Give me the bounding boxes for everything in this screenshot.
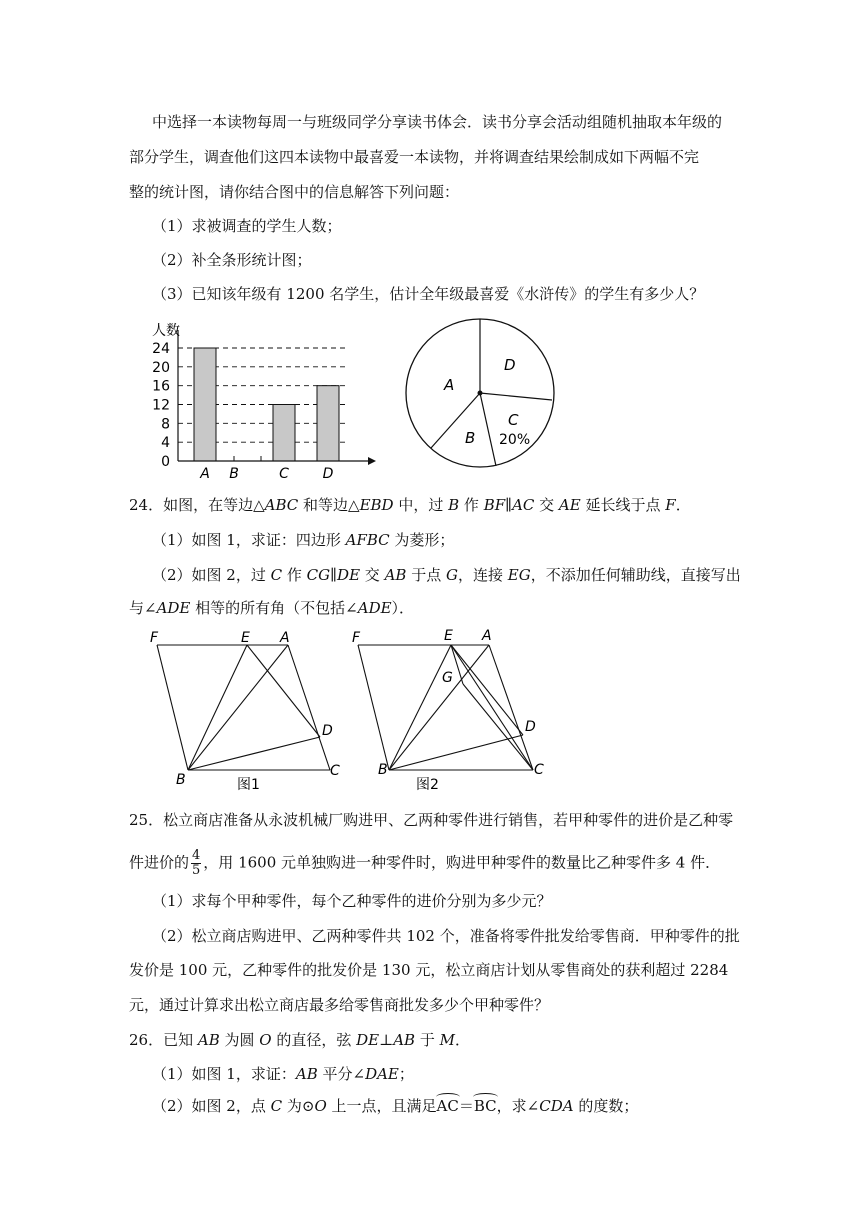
arc-bc: BC (473, 1097, 497, 1115)
q24-part2: （2）如图 2，过 C 作 CG∥DE 交 AB 于点 G，连接 EG，不添加任何辅助线，直接写出 (152, 566, 741, 584)
q23-part2: （2）补全条形统计图； (152, 251, 312, 269)
q23-intro-line3: 整的统计图，请你结合图中的信息解答下列问题： (129, 183, 460, 201)
bar-a (194, 348, 216, 461)
fig2-point-a: A (482, 628, 492, 644)
fig2-point-d: D (525, 719, 536, 735)
fig2-point-b: B (378, 762, 388, 778)
y-tick-label: 8 (161, 416, 170, 433)
fig1-point-a: A (280, 630, 290, 646)
fig2-point-f: F (352, 630, 361, 646)
q25-part2-line2: 发价是 100 元，乙种零件的批发价是 130 元，松立商店计划从零售商处的获利超过 2284 (129, 961, 729, 979)
x-category-label: D (322, 466, 334, 482)
fig2-point-e: E (444, 628, 453, 644)
bar-chart-y-ticks (152, 341, 170, 470)
arc-ac: AC (436, 1097, 459, 1115)
bar-chart-bars (194, 348, 339, 461)
q24-part1: （1）如图 1，求证：四边形 AFBC 为菱形； (152, 531, 455, 549)
fig2-point-g: G (442, 670, 453, 686)
bar-c (273, 405, 295, 462)
x-category-label: B (229, 466, 239, 482)
q24-part2-cont: 与∠ADE 相等的所有角（不包括∠ADE）． (129, 599, 415, 617)
fig1-point-e: E (241, 630, 250, 646)
pie-label-a: A (444, 376, 455, 394)
figure-2-labels (352, 628, 544, 793)
q25-part1: （1）求每个甲种零件，每个乙种零件的进价分别为多少元？ (152, 892, 552, 910)
pie-label-c: C (508, 411, 519, 429)
q24-figures (140, 624, 560, 799)
q23-part1: （1）求被调查的学生人数； (152, 217, 342, 235)
q26-statement: 26．已知 AB 为圆 O 的直径，弦 DE⊥AB 于 M． (129, 1031, 471, 1049)
q26-part2: （2）如图 2，点 C 为⊙O 上一点，且满足AC＝BC，求∠CDA 的度数； (152, 1097, 639, 1115)
q25-part2: （2）松立商店购进甲、乙两种零件共 102 个，准备将零件批发给零售商．甲种零件的批 (152, 927, 740, 945)
fraction-4-5: $\frac{4}{5}$ (192, 848, 201, 878)
q25-part2-line3: 元，通过计算求出松立商店最多给零售商批发多少个甲种零件？ (129, 996, 550, 1014)
fig2-point-c: C (534, 762, 544, 778)
y-tick-label: 16 (152, 378, 170, 395)
pie-annotation-c: 20% (499, 432, 531, 448)
figure-1-labels (150, 630, 340, 793)
q24-statement: 24．如图，在等边△ABC 和等边△EBD 中，过 B 作 BF∥AC 交 AE 延长线于点 F． (129, 496, 691, 514)
fig1-point-f: F (150, 630, 159, 646)
q26-part1: （1）如图 1，求证：AB 平分∠DAE； (152, 1065, 414, 1083)
q25-line2: 件进价的 $\frac{4}{5}$ ，用 1600 元单独购进一种零件时，购进甲种零件的数量比乙种零件多 4 件． (129, 848, 721, 878)
pie-center (478, 391, 483, 396)
y-tick-label: 24 (152, 341, 170, 357)
y-tick-label: 0 (161, 454, 170, 470)
bar-chart-categories (199, 456, 333, 482)
pie-chart (404, 318, 564, 470)
pie-label-d: D (504, 356, 516, 374)
fig1-point-d: D (322, 723, 333, 739)
y-tick-label: 4 (161, 435, 170, 452)
y-tick-label: 20 (152, 359, 170, 376)
figure-2 (358, 645, 533, 770)
y-tick-label: 12 (152, 397, 170, 414)
q23-part3: （3）已知该年级有 1200 名学生，估计全年级最喜爱《水浒传》的学生有多少人？ (152, 285, 705, 303)
x-category-label: C (279, 466, 289, 482)
x-category-label: A (200, 466, 210, 482)
q25-line1: 25．松立商店准备从永波机械厂购进甲、乙两种零件进行销售，若甲种零件的进价是乙种零 (129, 811, 734, 829)
bar-chart (140, 318, 385, 483)
fig1-point-c: C (330, 763, 340, 779)
fig1-caption: 图1 (237, 777, 260, 793)
q23-intro-line2: 部分学生，调查他们这四本读物中最喜爱一本读物，并将调查结果绘制成如下两幅不完 (129, 148, 700, 166)
fig2-caption: 图2 (416, 777, 439, 793)
figure-1 (157, 645, 330, 770)
y-axis-label: 人数 (152, 323, 180, 339)
fig1-point-b: B (176, 772, 186, 788)
q23-intro-line1: 中选择一本读物每周一与班级同学分享读书体会．读书分享会活动组随机抽取本年级的 (152, 113, 723, 131)
x-axis-arrow-icon (368, 457, 376, 465)
pie-label-b: B (465, 429, 476, 447)
bar-d (317, 386, 339, 461)
